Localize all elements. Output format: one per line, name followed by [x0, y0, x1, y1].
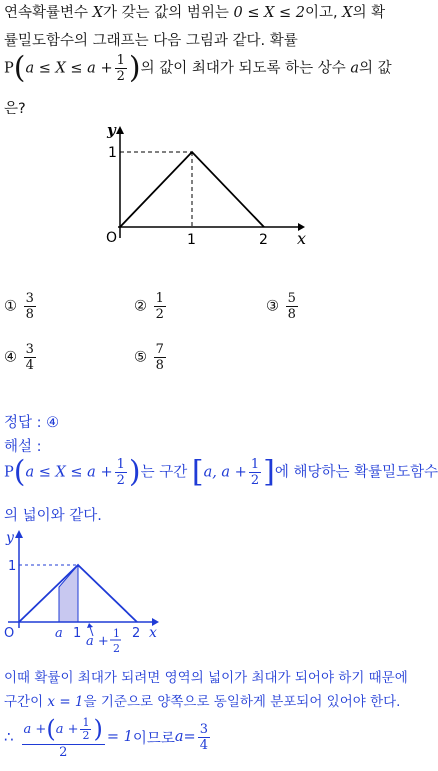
paren-open: (	[13, 454, 26, 490]
prob-expr: a ≤ X ≤ a +	[25, 60, 113, 77]
choice-frac	[154, 342, 166, 373]
problem-line-1	[4, 1, 385, 22]
ann-expr: a +	[86, 634, 109, 649]
ann-den: 2	[113, 642, 120, 655]
num-a: a +	[23, 721, 47, 737]
frac-half	[115, 457, 127, 488]
choice-2[interactable]	[134, 291, 168, 322]
var-x: X	[342, 5, 353, 21]
problem-line-3	[4, 50, 392, 86]
paren-open: (	[46, 715, 56, 743]
x-label: x	[149, 625, 157, 641]
frac-half	[115, 53, 127, 84]
eq-sign: =	[183, 729, 196, 745]
paren-close: )	[128, 454, 141, 490]
y-arrow	[116, 126, 124, 134]
pdf-graph	[100, 120, 310, 250]
frac-den: 8	[287, 307, 296, 322]
therefore-symbol: ∴	[4, 728, 14, 746]
frac-den: 2	[82, 728, 90, 742]
choice-mark: ④	[4, 349, 17, 366]
shaded-pdf-graph	[0, 524, 175, 656]
y-label: y	[6, 530, 14, 546]
paren-open: (	[13, 50, 26, 86]
answer-frac	[198, 722, 210, 753]
final-formula	[4, 714, 212, 760]
problem-text: 연속확률변수	[4, 5, 93, 21]
solution-para-2	[4, 690, 400, 710]
problem-text: 이고,	[305, 5, 343, 21]
solution-text: 구간이	[4, 694, 48, 710]
choice-3[interactable]	[266, 291, 300, 322]
frac-num: 1	[250, 457, 260, 472]
frac-num: 1	[155, 291, 164, 306]
frac-den: 2	[155, 307, 164, 322]
bracket-close: ]	[263, 454, 275, 490]
problem-text: 가 갖는 값의 범위는	[102, 5, 234, 21]
solution-line-1	[4, 454, 438, 490]
inner-frac	[80, 717, 91, 742]
answer-label: 정답 : ④	[4, 415, 60, 431]
frac-num: 1	[82, 715, 90, 729]
x-tick-2: 2	[132, 626, 141, 641]
choice-frac	[286, 291, 298, 322]
frac-den: 4	[25, 358, 34, 373]
solution-text: 을 기준으로 양쪽으로 동일하게 분포되어 있어야 한다.	[83, 694, 401, 710]
y-arrow	[15, 530, 23, 538]
interval-expr: a, a +	[203, 464, 247, 481]
choice-frac	[24, 342, 36, 373]
explain-label: 해설 :	[4, 439, 42, 455]
eq-x1: x = 1	[47, 694, 84, 710]
solution-text: 는 구간	[140, 464, 192, 481]
bracket-open: [	[191, 454, 204, 490]
choice-4[interactable]	[4, 342, 38, 373]
prob-expr: a ≤ X ≤ a +	[25, 464, 113, 481]
var-x: X	[92, 5, 103, 21]
paren-close: )	[128, 50, 141, 86]
prob-p: P	[4, 60, 14, 77]
ann-arrowhead	[87, 623, 93, 628]
frac-num: 1	[116, 53, 125, 68]
frac-num: 3	[25, 291, 34, 306]
inner-expr: a +	[55, 721, 79, 737]
frac-num: 1	[116, 457, 125, 472]
prob-p: P	[4, 464, 14, 481]
solution-text: 에 해당하는 확률밀도함수	[274, 464, 438, 481]
frac-den: 8	[25, 307, 34, 322]
frac-den: 2	[116, 69, 125, 84]
choice-mark: ③	[266, 298, 279, 315]
choice-1[interactable]	[4, 291, 38, 322]
big-frac	[22, 714, 105, 760]
frac-num: 7	[155, 342, 164, 357]
problem-text: 의 값	[359, 60, 392, 77]
problem-line-4: 은?	[4, 101, 26, 117]
frac-num: 3	[25, 342, 34, 357]
choice-5[interactable]	[134, 342, 168, 373]
choice-frac	[24, 291, 36, 322]
frac-den: 2	[250, 473, 260, 488]
eq-one: = 1	[106, 729, 133, 745]
y-label: y	[107, 121, 116, 139]
solution-para-1: 이때 확률이 최대가 되려면 영역의 넓이가 최대가 되어야 하기 때문에	[4, 670, 408, 686]
choice-mark: ②	[134, 298, 147, 315]
var-a: a	[350, 60, 359, 77]
frac-den: 2	[116, 473, 125, 488]
origin-label: O	[106, 230, 118, 246]
solution-text: 이므로	[132, 730, 175, 747]
frac-den: 4	[199, 737, 208, 753]
frac-half	[249, 457, 261, 488]
x-label: x	[297, 229, 307, 248]
y-tick-1: 1	[108, 145, 117, 161]
var-a: a	[174, 729, 184, 745]
problem-text: 의 값이 최대가 되도록 하는 상수	[140, 60, 351, 77]
x-tick-a: a	[55, 626, 63, 641]
range-expr: 0 ≤ X ≤ 2	[233, 5, 305, 21]
frac-num: 5	[287, 291, 296, 306]
ann-num: 1	[113, 627, 120, 640]
x-tick-1: 1	[187, 232, 196, 248]
x-tick-1: 1	[73, 626, 82, 641]
big-frac-num	[22, 714, 105, 745]
problem-text: 의 확	[352, 5, 386, 21]
frac-den: 8	[155, 358, 164, 373]
problem-line-2: 률밀도함수의 그래프는 다음 그림과 같다. 확률	[4, 33, 298, 49]
frac-num: 3	[199, 721, 208, 737]
choice-mark: ⑤	[134, 349, 147, 366]
origin-label: O	[4, 626, 15, 641]
paren-close: )	[93, 715, 103, 743]
solution-line-2: 의 넓이와 같다.	[4, 508, 102, 524]
x-tick-2: 2	[259, 232, 268, 248]
big-frac-den: 2	[59, 745, 68, 760]
choice-frac	[154, 291, 166, 322]
choice-mark: ①	[4, 298, 17, 315]
y-tick-1: 1	[8, 559, 17, 574]
